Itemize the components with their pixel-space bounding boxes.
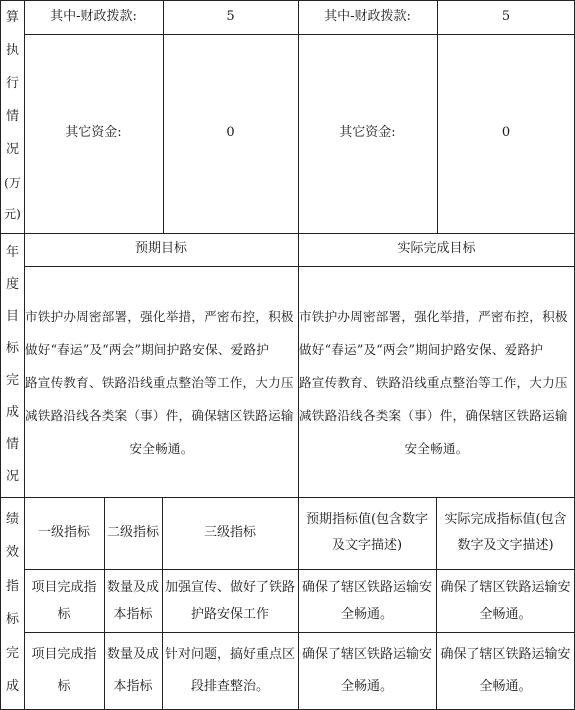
- cell-line: 标: [57, 678, 71, 694]
- header-level1: 一级指标: [37, 524, 90, 540]
- text-line: 路宣传教育、铁路沿线重点整治等工作，大力压: [25, 375, 294, 390]
- cell-line: 项目完成指: [31, 579, 97, 595]
- row2-actual: [436, 632, 575, 709]
- perf-side-label: [0, 497, 25, 710]
- actual-goal-header: 实际完成目标: [397, 241, 476, 257]
- header-line: 预期指标值(包含数字: [305, 512, 429, 527]
- cell-line: 全畅通。: [340, 606, 393, 622]
- side-char: 情: [5, 109, 19, 125]
- text-line: 减铁路沿线各类案（事）件，确保辖区铁路运输: [25, 408, 294, 423]
- actual-goal-text: [299, 300, 574, 470]
- header-line: 及文字描述): [331, 538, 403, 553]
- header-actual-value: [436, 497, 575, 569]
- text-line: 做好“春运”及“两会”期间护路安保、爱路护: [299, 342, 544, 357]
- cell-line: 全畅通。: [479, 678, 532, 694]
- side-char: (万: [4, 175, 21, 190]
- other-funds-label-left: 其它资金:: [65, 125, 122, 141]
- side-char: 效: [5, 545, 19, 561]
- header-level2: 二级指标: [106, 524, 159, 540]
- text-line: 做好“春运”及“两会”期间护路安保、爱路护: [25, 342, 270, 357]
- cell-line: 确保了辖区铁路运输安: [301, 579, 432, 595]
- header-expected-value: [298, 497, 436, 569]
- side-char: 况: [5, 142, 19, 158]
- cell-line: 标: [57, 606, 71, 622]
- cell-line: 全畅通。: [479, 606, 532, 622]
- budget-side-label: [0, 0, 25, 233]
- other-funds-value-right: 0: [501, 125, 511, 141]
- fiscal-label-left: 其中-财政拨款:: [50, 8, 137, 24]
- cell-line: 加强宣传、做好了铁路: [164, 579, 295, 595]
- cell-line: 确保了辖区铁路运输安: [301, 646, 432, 662]
- cell-line: 项目完成指: [31, 646, 97, 662]
- side-char: 度: [5, 276, 19, 292]
- side-char: 完: [5, 372, 19, 388]
- side-char: 年: [5, 244, 19, 260]
- cell-line: 确保了辖区铁路运输安: [440, 579, 571, 595]
- side-char: 执: [5, 43, 19, 59]
- text-line: 安全畅通。: [129, 441, 194, 456]
- text-line: 减铁路沿线各类案（事）件，确保辖区铁路运输: [299, 408, 568, 423]
- row2-level2: [104, 632, 162, 709]
- expected-goal-text: [25, 300, 298, 470]
- row1-level2: [104, 569, 162, 632]
- row1-actual: [436, 569, 575, 632]
- header-line: 实际完成指标值(包含: [444, 512, 567, 527]
- fiscal-value-left: 5: [226, 8, 235, 24]
- cell-line: 针对问题，搞好重点区: [164, 646, 295, 662]
- side-char: 元): [4, 207, 21, 222]
- fiscal-value-right: 5: [501, 8, 511, 24]
- row1-level3: [162, 569, 298, 632]
- fiscal-label-right: 其中-财政拨款:: [324, 8, 411, 24]
- row2-level1: [24, 632, 104, 709]
- side-char: 成: [5, 404, 19, 420]
- text-line: 市铁护办周密部署，强化举措，严密布控，积极: [25, 309, 294, 324]
- side-char: 绩: [5, 511, 19, 527]
- other-funds-label-right: 其它资金:: [339, 125, 396, 141]
- side-char: 算: [5, 10, 19, 26]
- side-char: 成: [5, 679, 19, 695]
- row2-expected: [298, 632, 436, 709]
- expected-goal-header: 预期目标: [134, 241, 187, 257]
- cell-line: 数量及成: [106, 579, 159, 595]
- other-funds-value-left: 0: [226, 125, 235, 141]
- header-level3: 三级指标: [203, 524, 256, 540]
- cell-line: 护路安保工作: [190, 606, 269, 622]
- side-char: 指: [5, 578, 19, 594]
- side-char: 标: [5, 340, 19, 356]
- cell-line: 本指标: [113, 606, 153, 622]
- row1-level1: [24, 569, 104, 632]
- text-line: 市铁护办周密部署，强化举措，严密布控，积极: [299, 309, 568, 324]
- side-char: 目: [5, 308, 19, 324]
- header-line: 数字及文字描述): [457, 538, 554, 553]
- row1-expected: [298, 569, 436, 632]
- side-char: 况: [5, 468, 19, 484]
- text-line: 路宣传教育、铁路沿线重点整治等工作，大力压: [299, 375, 568, 390]
- cell-line: 本指标: [113, 678, 153, 694]
- side-char: 完: [5, 645, 19, 661]
- text-line: 安全畅通。: [404, 441, 469, 456]
- cell-line: 确保了辖区铁路运输安: [440, 646, 571, 662]
- cell-line: 全畅通。: [340, 678, 393, 694]
- cell-line: 段排查整治。: [190, 678, 269, 694]
- side-char: 情: [5, 436, 19, 452]
- row2-level3: [162, 632, 298, 709]
- cell-line: 数量及成: [106, 646, 159, 662]
- goals-side-label: [0, 233, 25, 497]
- side-char: 行: [5, 76, 19, 92]
- side-char: 标: [5, 612, 19, 628]
